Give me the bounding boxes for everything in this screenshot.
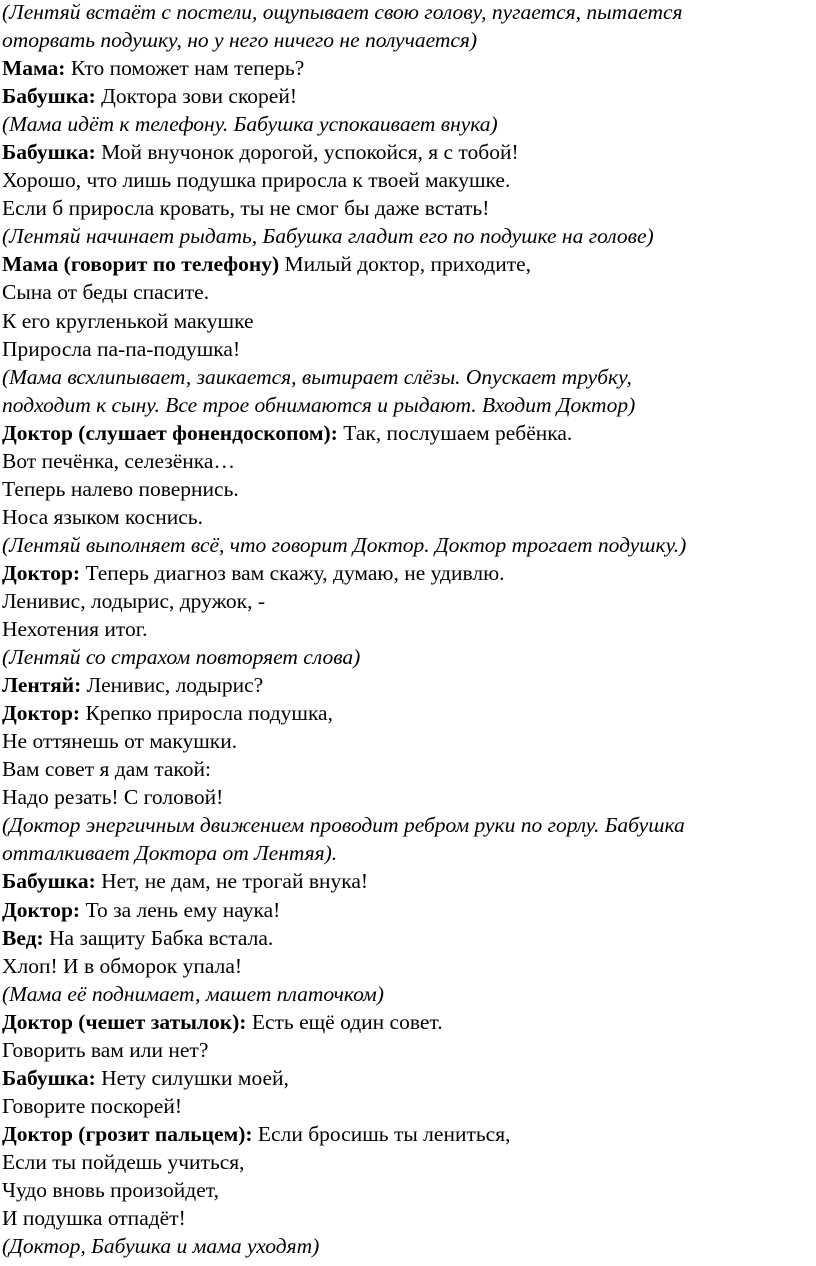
stage-direction-line <box>2 363 814 391</box>
verse-text: Если б приросла кровать, ты не смог бы даже встать! <box>2 196 490 221</box>
verse-line <box>2 1148 814 1176</box>
verse-line <box>2 615 814 643</box>
speech-text: То за лень ему наука! <box>80 897 281 922</box>
speaker-name: Мама (говорит по телефону) <box>2 252 280 277</box>
stage-direction-line <box>2 1232 814 1260</box>
stage-direction-line <box>2 811 814 839</box>
stage-direction-line <box>2 0 814 26</box>
verse-text: Говорите поскорей! <box>2 1093 183 1118</box>
stage-direction: (Лентяй выполняет всё, что говорит Доктор. Доктор трогает подушку.) <box>2 532 687 557</box>
speech-text: Ленивис, лодырис? <box>81 673 264 698</box>
stage-direction: (Доктор, Бабушка и мама уходят) <box>2 1234 320 1259</box>
speaker-name: Бабушка: <box>2 1065 96 1090</box>
speech-text: Если бросишь ты лениться, <box>252 1121 511 1146</box>
verse-text: Надо резать! С головой! <box>2 785 224 810</box>
stage-direction: оторвать подушку, но у него ничего не получается) <box>2 28 478 53</box>
stage-direction: (Мама её поднимает, машет платочком) <box>2 981 384 1006</box>
verse-text: Носа языком коснись. <box>2 504 203 529</box>
stage-direction: (Лентяй встаёт с постели, ощупывает свою голову, пугается, пытается <box>2 0 683 24</box>
speech-text: Так, послушаем ребёнка. <box>337 420 573 445</box>
dialogue-line <box>2 559 814 587</box>
speaker-name: Бабушка: <box>2 869 96 894</box>
dialogue-line <box>2 82 814 110</box>
speaker-name: Доктор (слушает фонендоскопом): <box>2 420 338 445</box>
verse-text: Вот печёнка, селезёнка… <box>2 448 235 473</box>
verse-line <box>2 447 814 475</box>
dialogue-line <box>2 1120 814 1148</box>
speech-text: Нету силушки моей, <box>95 1065 289 1090</box>
dialogue-line <box>2 54 814 82</box>
stage-direction: отталкивает Доктора от Лентяя). <box>2 841 338 866</box>
speech-text: Кто поможет нам теперь? <box>65 56 305 81</box>
verse-text: Сына от беды спасите. <box>2 280 210 305</box>
speaker-name: Вед: <box>2 925 44 950</box>
verse-line <box>2 194 814 222</box>
speaker-name: Бабушка: <box>2 84 96 109</box>
stage-direction-line <box>2 839 814 867</box>
verse-text: Нехотения итог. <box>2 617 148 642</box>
dialogue-line <box>2 699 814 727</box>
dialogue-line <box>2 1008 814 1036</box>
dialogue-line <box>2 671 814 699</box>
speech-text: Крепко приросла подушка, <box>80 701 333 726</box>
speech-text: Милый доктор, приходите, <box>279 252 532 277</box>
verse-text: Ленивис, лодырис, дружок, - <box>2 588 266 613</box>
dialogue-line <box>2 924 814 952</box>
stage-direction-line <box>2 643 814 671</box>
stage-direction-line <box>2 222 814 250</box>
stage-direction-line <box>2 391 814 419</box>
verse-line <box>2 307 814 335</box>
speech-text: Есть ещё один совет. <box>246 1009 443 1034</box>
verse-line <box>2 1036 814 1064</box>
speaker-name: Доктор: <box>2 701 81 726</box>
verse-line <box>2 1092 814 1120</box>
verse-line <box>2 755 814 783</box>
dialogue-line <box>2 419 814 447</box>
verse-text: Хорошо, что лишь подушка приросла к твоей макушке. <box>2 168 511 193</box>
verse-line <box>2 475 814 503</box>
speech-text: Нет, не дам, не трогай внука! <box>95 869 369 894</box>
verse-text: Приросла па-па-подушка! <box>2 336 241 361</box>
stage-direction: (Мама всхлипывает, заикается, вытирает слёзы. Опускает трубку, <box>2 364 632 389</box>
speaker-name: Бабушка: <box>2 140 96 165</box>
speaker-name: Доктор (грозит пальцем): <box>2 1121 253 1146</box>
speech-text: Доктора зови скорей! <box>95 84 298 109</box>
verse-text: Вам совет я дам такой: <box>2 757 212 782</box>
verse-line <box>2 166 814 194</box>
verse-text: Говорить вам или нет? <box>2 1037 209 1062</box>
verse-line <box>2 587 814 615</box>
verse-text: И подушка отпадёт! <box>2 1206 186 1231</box>
verse-line <box>2 727 814 755</box>
verse-text: Не оттянешь от макушки. <box>2 729 238 754</box>
verse-text: Если ты пойдешь учиться, <box>2 1149 245 1174</box>
verse-line <box>2 503 814 531</box>
stage-direction: (Лентяй начинает рыдать, Бабушка гладит его по подушке на голове) <box>2 224 654 249</box>
verse-line <box>2 278 814 306</box>
verse-text: К его кругленькой макушке <box>2 308 254 333</box>
speech-text: На защиту Бабка встала. <box>43 925 274 950</box>
dialogue-line <box>2 138 814 166</box>
verse-line <box>2 1176 814 1204</box>
speech-text: Теперь диагноз вам скажу, думаю, не удивлю. <box>80 560 505 585</box>
stage-direction: (Мама идёт к телефону. Бабушка успокаивает внука) <box>2 112 498 137</box>
verse-text: Теперь налево повернись. <box>2 476 239 501</box>
dialogue-line <box>2 896 814 924</box>
script-page <box>2 0 814 1260</box>
verse-line <box>2 783 814 811</box>
speech-text: Мой внучонок дорогой, успокойся, я с тобой! <box>95 140 519 165</box>
speaker-name: Доктор: <box>2 560 81 585</box>
speaker-name: Доктор (чешет затылок): <box>2 1009 247 1034</box>
stage-direction-line <box>2 110 814 138</box>
speaker-name: Лентяй: <box>2 673 82 698</box>
verse-line <box>2 335 814 363</box>
stage-direction: (Доктор энергичным движением проводит ребром руки по горлу. Бабушка <box>2 813 685 838</box>
stage-direction-line <box>2 980 814 1008</box>
speaker-name: Мама: <box>2 56 66 81</box>
dialogue-line <box>2 1064 814 1092</box>
dialogue-line <box>2 867 814 895</box>
stage-direction-line <box>2 531 814 559</box>
speaker-name: Доктор: <box>2 897 81 922</box>
dialogue-line <box>2 250 814 278</box>
verse-line <box>2 1204 814 1232</box>
stage-direction: подходит к сыну. Все трое обнимаются и рыдают. Входит Доктор) <box>2 392 636 417</box>
verse-text: Хлоп! И в обморок упала! <box>2 953 243 978</box>
verse-line <box>2 952 814 980</box>
verse-text: Чудо вновь произойдет, <box>2 1177 219 1202</box>
stage-direction-line <box>2 26 814 54</box>
stage-direction: (Лентяй со страхом повторяет слова) <box>2 645 361 670</box>
